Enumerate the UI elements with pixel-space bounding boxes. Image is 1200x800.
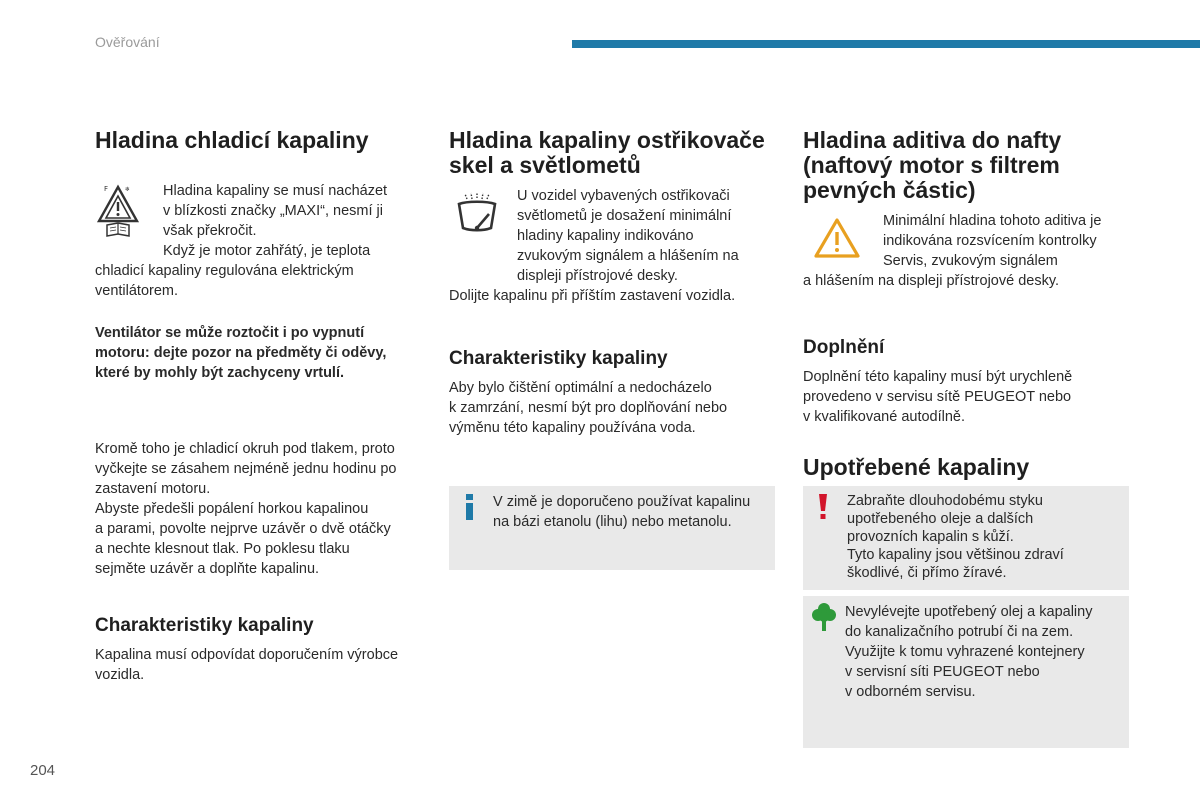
coolant-spec-line: Kapalina musí odpovídat doporučením výrobce [95,647,399,663]
additive-intro-line: Minimální hladina tohoto aditiva je [883,213,1102,229]
accent-bar [572,40,1200,48]
info-note [449,486,775,570]
refill-text [803,367,1131,427]
warning-note-line: Zabraňte dlouhodobému styku [847,493,1043,509]
fan-warning [95,323,423,383]
additive-intro-cont: a hlášením na displeji přístrojové desky. [803,273,1060,289]
coolant-intro-cont: ventilátorem. [95,283,179,299]
caution-triangle-icon [813,217,861,264]
pressure-line: vyčkejte se zásahem nejméně jednu hodinu po [95,461,397,477]
washer-spec [449,378,777,438]
coolant-intro-cont: chladicí kapaliny regulována elektrickým [95,263,354,279]
additive-title-line: (naftový motor s filtrem [803,152,1060,178]
washer-title-line: skel a světlometů [449,152,641,178]
refill-line: provedeno v servisu sítě PEUGEOT nebo [803,389,1072,405]
info-note-line: V zimě je doporučeno používat kapalinu [493,494,751,510]
fan-warning-line: motoru: dejte pozor na předměty či oděvy, [95,345,387,361]
washer-title-line: Hladina kapaliny ostřikovače [449,127,765,153]
used-fluids-title: Upotřebené kapaliny [803,454,1030,480]
coolant-title: Hladina chladicí kapaliny [95,127,369,153]
additive-title-line: Hladina aditiva do nafty [803,127,1062,153]
additive-intro-line: indikována rozsvícením kontrolky [883,233,1097,249]
coolant-intro-line: Hladina kapaliny se musí nacházet [163,183,388,199]
warning-note-line: Tyto kapaliny jsou většinou zdraví [847,547,1064,563]
washer-intro-line: hladiny kapaliny indikováno [517,228,694,244]
additive-intro-line: Servis, zvukovým signálem [883,253,1058,269]
warning-note-line: škodlivé, či přímo žíravé. [847,565,1007,581]
eco-note-line: do kanalizačního potrubí či na zem. [845,624,1074,640]
pressure-line: Abyste předešli popálení horkou kapalinou [95,501,369,517]
column-coolant [95,128,423,685]
section-label: Ověřování [95,34,160,50]
eco-note-line: v servisní síti PEUGEOT nebo [845,664,1040,680]
pressure-note [95,439,423,579]
pressure-line: sejměte uzávěr a doplňte kapalinu. [95,561,320,577]
washer-spec-line: výměnu této kapaliny používána voda. [449,420,696,436]
washer-spec-line: Aby bylo čištění optimální a nedocházelo [449,380,712,396]
eco-note [803,596,1129,748]
svg-text:F: F [104,185,109,193]
washer-intro-line: světlometů je dosažení minimální [517,208,732,224]
pressure-line: a nechte klesnout tlak. Po poklesu tlaku [95,541,350,557]
washer-intro-line: zvukovým signálem a hlášením na [517,248,739,264]
pressure-line: a parami, povolte nejprve uzávěr o dvě otáčky [95,521,391,537]
refill-line: v kvalifikované autodílně. [803,409,966,425]
fan-warning-line: které by mohly být zachyceny vrtulí. [95,365,345,381]
coolant-intro-line: Když je motor zahřátý, je teplota [163,243,371,259]
eco-note-line: v odborném servisu. [845,684,976,700]
coolant-intro [95,181,423,301]
washer-intro-line: displeji přístrojové desky. [517,268,678,284]
coolant-warning-book-icon [95,183,141,242]
svg-text:❄: ❄ [125,186,131,193]
washer-intro-line: U vozidel vybavených ostřikovači [517,188,730,204]
additive-title-line: pevných částic) [803,177,976,203]
refill-title: Doplnění [803,337,885,358]
column-washer [449,128,777,438]
eco-note-line: Nevylévejte upotřebený olej a kapaliny [845,604,1093,620]
fan-warning-line: Ventilátor se může roztočit i po vypnutí [95,325,365,341]
warning-note-line: upotřebeného oleje a dalších [847,511,1034,527]
washer-intro-cont: Dolijte kapalinu při příštím zastavení vozidla. [449,288,736,304]
washer-spec-title: Charakteristiky kapaliny [449,348,668,369]
refill-line: Doplnění této kapaliny musí být urychleně [803,369,1073,385]
coolant-spec-line: vozidla. [95,667,145,683]
column-additive [803,128,1131,480]
exclamation-icon [817,494,829,525]
info-icon [463,494,477,525]
washer-intro [449,186,777,306]
page-number: 204 [30,762,56,779]
washer-fluid-icon [449,190,505,243]
washer-spec-line: k zamrzání, nesmí být pro doplňování nebo [449,400,728,416]
info-note-line: na bázi etanolu (lihu) nebo metanolu. [493,514,732,530]
warning-note-line: provozních kapalin s kůží. [847,529,1014,545]
eco-note-line: Využijte k tomu vyhrazené kontejnery [845,644,1085,660]
coolant-intro-line: v blízkosti značky „MAXI“, nesmí ji [163,203,383,219]
tree-icon [811,602,837,637]
pressure-line: zastavení motoru. [95,481,211,497]
pressure-line: Kromě toho je chladicí okruh pod tlakem, proto [95,441,395,457]
additive-intro [803,211,1131,291]
warning-note [803,486,1129,590]
coolant-spec [95,645,423,685]
coolant-spec-title: Charakteristiky kapaliny [95,615,314,636]
coolant-intro-line: však překročit. [163,223,257,239]
